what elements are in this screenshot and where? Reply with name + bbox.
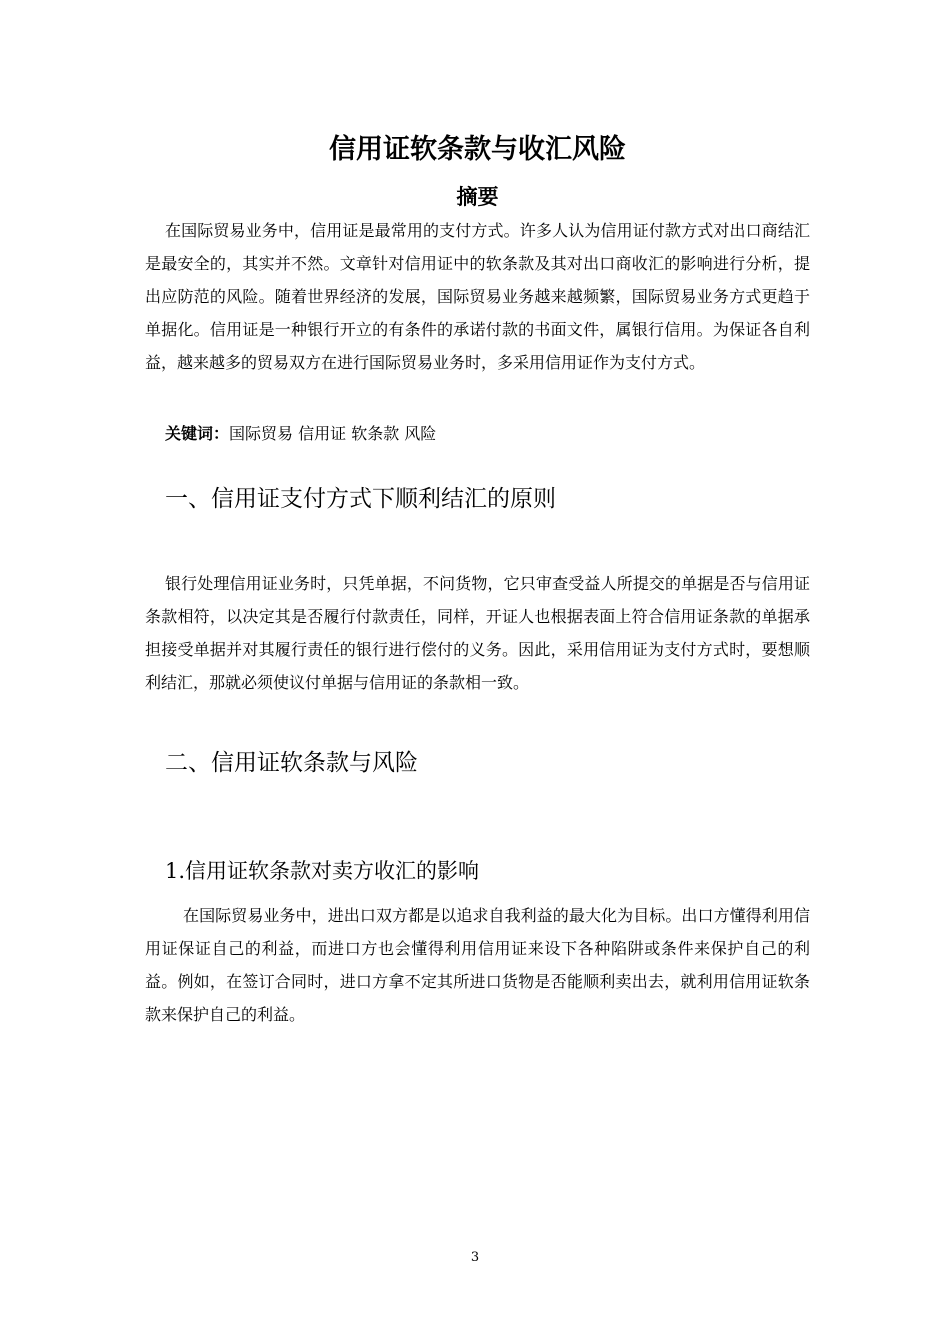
- abstract-paragraph: 在国际贸易业务中，信用证是最常用的支付方式。许多人认为信用证付款方式对出口商结汇是最安全的，其实并不然。文章针对信用证中的软条款及其对出口商收汇的影响进行分析，提出应防范的风险。随着世界经济的发展，国际贸易业务越来越频繁，国际贸易业务方式更趋于单据化。信用证是一种银行开立的有条件的承诺付款的书面文件，属银行信用。为保证各自利益，越来越多的贸易双方在进行国际贸易业务时，多采用信用证作为支付方式。: [145, 221, 810, 372]
- page-content: [145, 128, 810, 1031]
- keywords-value: 国际贸易 信用证 软条款 风险: [229, 424, 437, 443]
- keywords-label: 关键词：: [165, 424, 230, 443]
- document-title: 信用证软条款与收汇风险: [329, 134, 626, 165]
- section1-heading: 一、信用证支付方式下顺利结汇的原则: [165, 486, 556, 512]
- keywords-line: [165, 419, 810, 449]
- subsection1-heading: 1.信用证软条款对卖方收汇的影响: [165, 859, 480, 883]
- subsection1-paragraph: 在国际贸易业务中，进出口双方都是以追求自我利益的最大化为目标。出口方懂得利用信用证保证自己的利益，而进口方也会懂得利用信用证来设下各种陷阱或条件来保护自己的利益。例如，在签订合同时，进口方拿不定其所进口货物是否能顺利卖出去，就利用信用证软条款来保护自己的利益。: [145, 906, 810, 1024]
- section2-heading: 二、信用证软条款与风险: [165, 750, 418, 776]
- abstract-heading: 摘要: [456, 185, 499, 209]
- page-number: 3: [470, 1250, 480, 1265]
- section1-paragraph: 银行处理信用证业务时，只凭单据，不问货物，它只审查受益人所提交的单据是否与信用证条款相符，以决定其是否履行付款责任，同样，开证人也根据表面上符合信用证条款的单据承担接受单据并对其履行责任的银行进行偿付的义务。因此，采用信用证为支付方式时，要想顺利结汇，那就必须使议付单据与信用证的条款相一致。: [145, 574, 810, 692]
